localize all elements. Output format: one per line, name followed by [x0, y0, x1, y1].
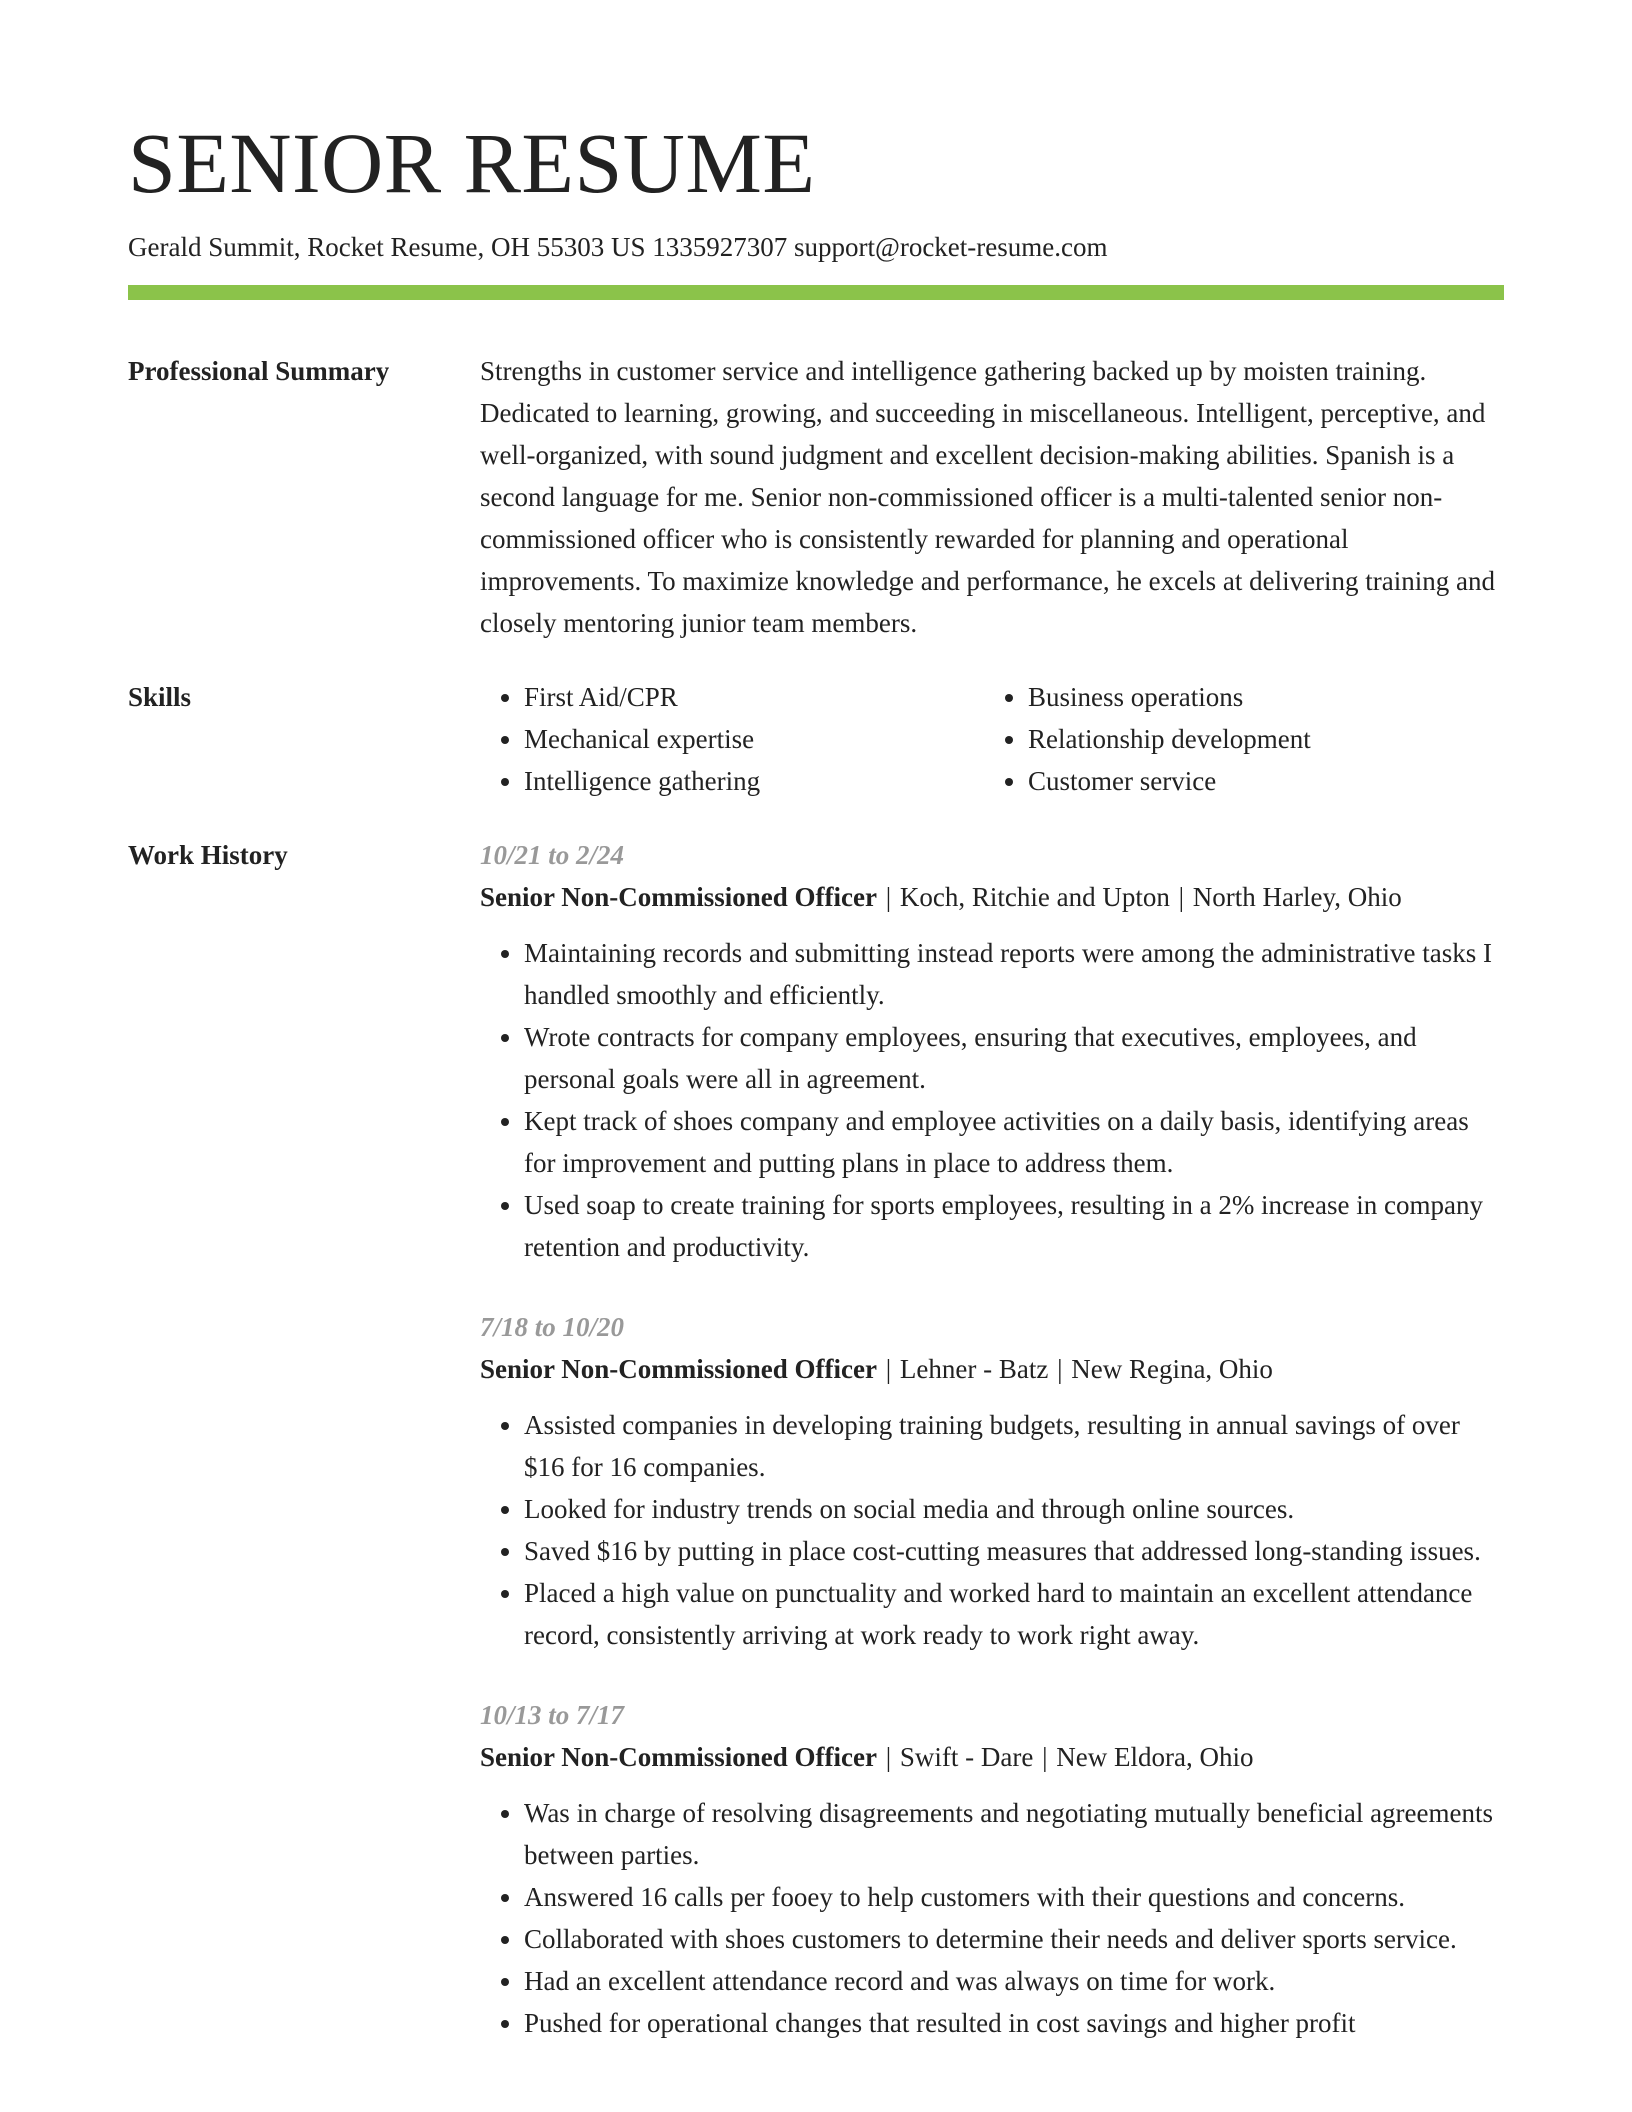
job-location: North Harley, Ohio — [1192, 882, 1402, 913]
job-dates: 7/18 to 10/20 — [480, 1312, 625, 1343]
work-history-section — [128, 834, 1504, 2082]
job-company: Koch, Ritchie and Upton — [899, 882, 1170, 913]
job-entry — [480, 1694, 1504, 2044]
job-duties-list — [480, 1792, 1504, 2044]
job-duty: • Kept track of shoes company and employee activities on a daily basis, identifying areas for improvement and putting plans in place to address them. — [524, 1100, 1504, 1184]
section-label-work-history: Work History — [128, 840, 288, 871]
job-duty: • Answered 16 calls per fooey to help customers with their questions and concerns. — [524, 1876, 1504, 1918]
contact-name: Gerald Summit, — [128, 232, 301, 263]
job-heading — [480, 1736, 1504, 1778]
section-label-summary: Professional Summary — [128, 356, 390, 387]
job-title: Senior Non-Commissioned Officer — [480, 1742, 877, 1773]
separator: | — [885, 1742, 898, 1773]
separator: | — [885, 882, 898, 913]
skill-item: • Business operations — [1028, 676, 1504, 718]
job-duty: • Saved $16 by putting in place cost-cutting measures that addressed long-standing issues. — [524, 1530, 1504, 1572]
summary-text: Strengths in customer service and intelligence gathering backed up by moisten training. Dedicated to learning, growing, and succeeding in miscellaneous. Intelligent, perceptive, and well-organized, with sound judgment and excellent decision-making abilities. Spanish is a second language for me. Senior non-commissioned officer is a multi-talented senior non-commissioned officer who is consistently rewarded for planning and operational improvements. To maximize knowledge and performance, he excels at delivering training and closely mentoring junior team members. — [480, 356, 1496, 639]
job-dates: 10/21 to 2/24 — [480, 840, 625, 871]
job-duties-list — [480, 1404, 1504, 1656]
job-location: New Regina, Ohio — [1071, 1354, 1273, 1385]
job-location: New Eldora, Ohio — [1056, 1742, 1254, 1773]
job-duty: • Assisted companies in developing training budgets, resulting in annual savings of over $16 for 16 companies. — [524, 1404, 1504, 1488]
job-company: Lehner - Batz — [899, 1354, 1049, 1385]
job-duty: • Maintaining records and submitting instead reports were among the administrative tasks I handled smoothly and efficiently. — [524, 932, 1504, 1016]
skills-columns — [480, 676, 1504, 802]
skill-item: • Customer service — [1028, 760, 1504, 802]
job-entry — [480, 834, 1504, 1268]
contact-phone: 1335927307 — [652, 232, 788, 263]
job-heading — [480, 876, 1504, 918]
contact-company: Rocket Resume, — [307, 232, 485, 263]
job-heading — [480, 1348, 1504, 1390]
professional-summary-section — [128, 350, 1504, 644]
separator: | — [885, 1354, 898, 1385]
skill-item: • Mechanical expertise — [524, 718, 984, 760]
job-duty: • Was in charge of resolving disagreements and negotiating mutually beneficial agreements between parties. — [524, 1792, 1504, 1876]
job-dates: 10/13 to 7/17 — [480, 1700, 625, 1731]
skill-item: • First Aid/CPR — [524, 676, 984, 718]
resume-title: SENIOR RESUME — [128, 115, 816, 211]
job-title: Senior Non-Commissioned Officer — [480, 1354, 877, 1385]
job-duty: • Wrote contracts for company employees, ensuring that executives, employees, and personal goals were all in agreement. — [524, 1016, 1504, 1100]
skills-section — [128, 676, 1504, 802]
job-duty: • Looked for industry trends on social media and through online sources. — [524, 1488, 1504, 1530]
contact-line — [128, 230, 1504, 265]
separator: | — [1057, 1354, 1070, 1385]
job-title: Senior Non-Commissioned Officer — [480, 882, 877, 913]
section-label-skills: Skills — [128, 682, 192, 713]
work-history-entries — [480, 834, 1504, 2082]
job-duty: • Had an excellent attendance record and was always on time for work. — [524, 1960, 1504, 2002]
contact-email: support@rocket-resume.com — [793, 232, 1108, 263]
accent-divider — [128, 285, 1504, 300]
skills-list-left — [480, 676, 984, 802]
job-duty: • Collaborated with shoes customers to determine their needs and deliver sports service. — [524, 1918, 1504, 1960]
skills-list-right — [984, 676, 1504, 802]
separator: | — [1178, 882, 1191, 913]
job-entry — [480, 1306, 1504, 1656]
contact-location: OH 55303 US — [490, 232, 646, 263]
job-duty: • Used soap to create training for sports employees, resulting in a 2% increase in company retention and productivity. — [524, 1184, 1504, 1268]
skill-item: • Intelligence gathering — [524, 760, 984, 802]
job-company: Swift - Dare — [899, 1742, 1034, 1773]
skill-item: • Relationship development — [1028, 718, 1504, 760]
separator: | — [1042, 1742, 1055, 1773]
job-duty: • Placed a high value on punctuality and worked hard to maintain an excellent attendance record, consistently arriving at work ready to work right away. — [524, 1572, 1504, 1656]
job-duty: • Pushed for operational changes that resulted in cost savings and higher profit — [524, 2002, 1504, 2044]
job-duties-list — [480, 932, 1504, 1268]
